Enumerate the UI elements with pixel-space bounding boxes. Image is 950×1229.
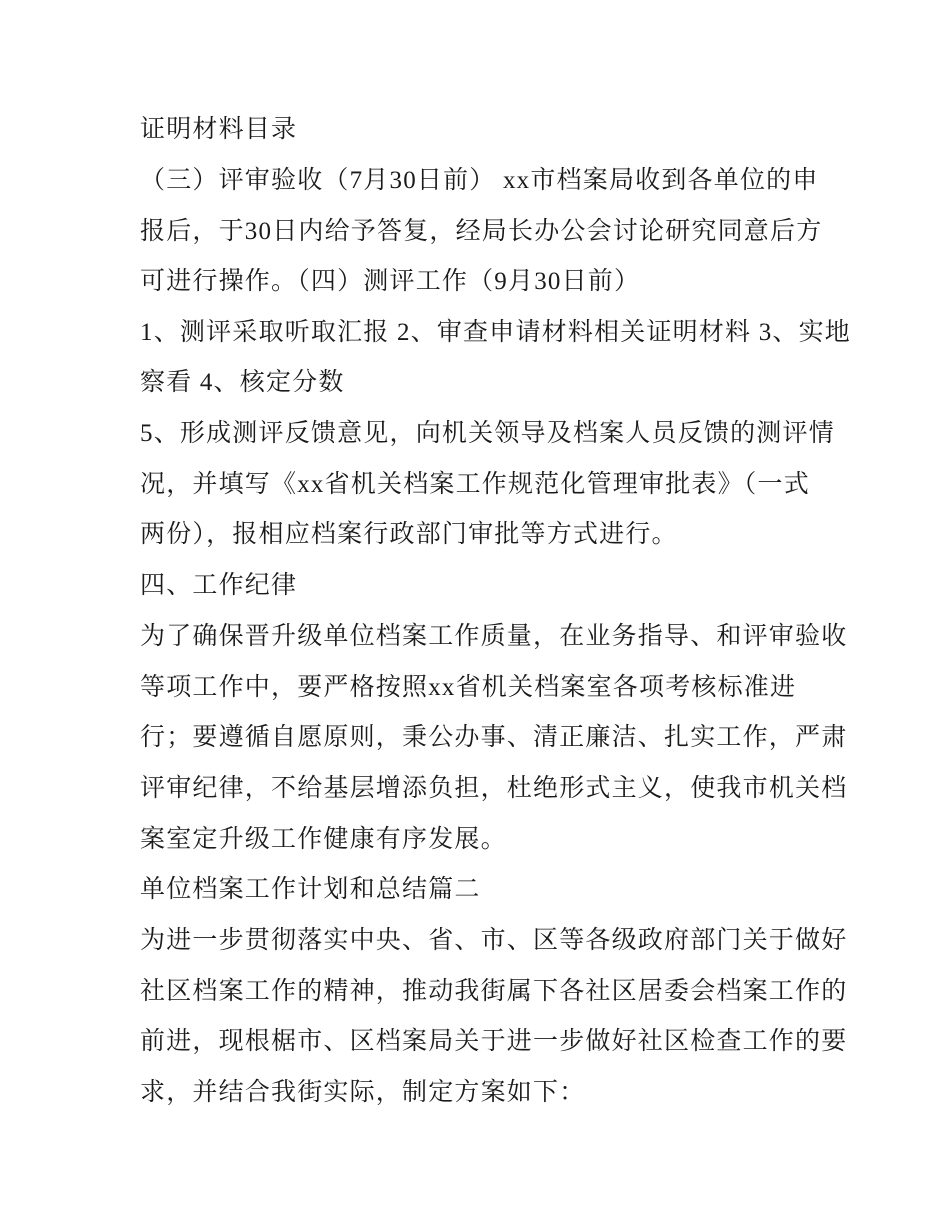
paragraph-line: 报后，于30日内给予答复，经局长办公会讨论研究同意后方 [140, 218, 823, 245]
paragraph-line: （三）评审验收（7月30日前） xx市档案局收到各单位的申 [140, 167, 819, 194]
paragraph-line: 案室定升级工作健康有序发展。 [140, 826, 507, 853]
paragraph-line: 等项工作中，要严格按照xx省机关档案室各项考核标准进 [140, 674, 797, 701]
section-heading: 单位档案工作计划和总结篇二 [140, 876, 481, 903]
section-heading: 证明材料目录 [140, 116, 298, 143]
paragraph-line: 可进行操作。（四）测评工作（9月30日前） [140, 268, 641, 295]
paragraph-line: 前进，现根椐市、区档案局关于进一步做好社区检查工作的要 [140, 1028, 848, 1055]
paragraph-line: 社区档案工作的精神，推动我街属下各社区居委会档案工作的 [140, 978, 848, 1005]
paragraph-line: 5、形成测评反馈意见，向机关领导及档案人员反馈的测评情 [140, 420, 835, 447]
paragraph-line: 求，并结合我街实际，制定方案如下： [140, 1079, 586, 1106]
paragraph-line: 为进一步贯彻落实中央、省、市、区等各级政府部门关于做好 [140, 927, 848, 954]
section-heading: 四、工作纪律 [140, 572, 298, 599]
paragraph-line: 评审纪律，不给基层增添负担，杜绝形式主义，使我市机关档 [140, 775, 848, 802]
paragraph-line: 察看 4、核定分数 [140, 369, 345, 396]
paragraph-line: 况，并填写《xx省机关档案工作规范化管理审批表》（一式 [140, 471, 810, 498]
paragraph-line: 行；要遵循自愿原则，秉公办事、清正廉洁、扎实工作，严肃 [140, 724, 848, 751]
paragraph-line: 两份），报相应档案行政部门审批等方式进行。 [140, 521, 678, 548]
paragraph-line: 1、测评采取听取汇报 2、审查申请材料相关证明材料 3、实地 [140, 319, 852, 346]
paragraph-line: 为了确保晋升级单位档案工作质量，在业务指导、和评审验收 [140, 623, 848, 650]
